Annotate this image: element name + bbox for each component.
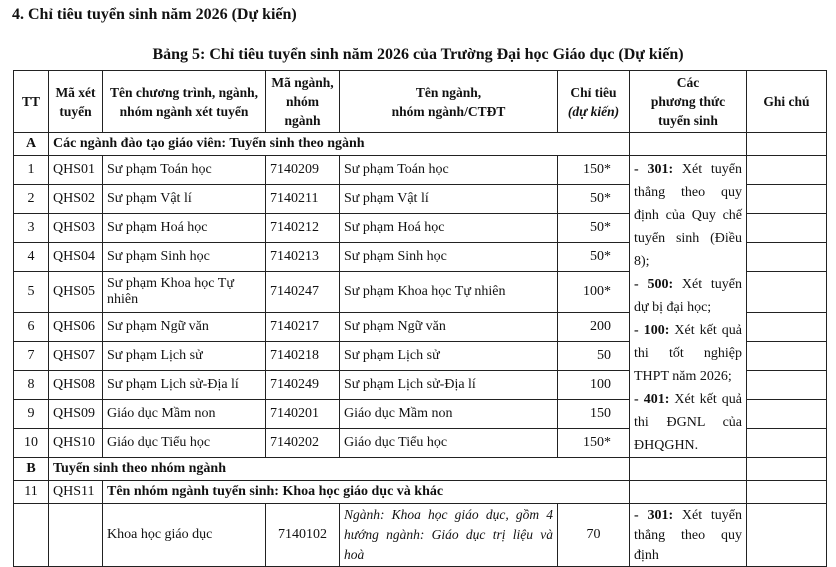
header-ma-nganh: Mã ngành, nhóm ngành [266,71,340,133]
table-title: Bảng 5: Chỉ tiêu tuyển sinh năm 2026 của Trường Đại học Giáo dục (Dự kiến) [152,46,684,63]
row-quota: 50* [558,184,630,213]
row-quota: 200 [558,313,630,342]
row-major: Sư phạm Lịch sử [340,342,558,371]
row-code: QHS04 [49,242,103,271]
row-code: QHS02 [49,184,103,213]
row-major: Sư phạm Toán học [340,156,558,185]
row-code: QHS06 [49,313,103,342]
row-major-code: 7140218 [266,342,340,371]
row-major-code: 7140209 [266,156,340,185]
row-code: QHS08 [49,371,103,400]
row-program: Giáo dục Tiểu học [103,429,266,458]
methods-cell-a: - 301: Xét tuyển thẳng theo quy định của Quy chế tuyển sinh (Điều 8); - 500: Xét tuyển dự bị đại học; - 100: Xét kết quả thi tốt nghiệp THPT năm 2026; - 401: Xét kết quả thi ĐGNL của ĐHQGHN. [630,156,747,458]
section-b-title: Tuyển sinh theo nhóm ngành [49,458,630,481]
row-code: QHS09 [49,400,103,429]
row-tt: 9 [14,400,49,429]
row-note [747,184,827,213]
row-tt: 2 [14,184,49,213]
row-major-code: 7140201 [266,400,340,429]
section-a-title: Các ngành đào tạo giáo viên: Tuyển sinh theo ngành [49,133,630,156]
row-major-code: 7140202 [266,429,340,458]
row-quota: 100* [558,271,630,313]
row-program: Sư phạm Hoá học [103,213,266,242]
group-code: QHS11 [49,481,103,504]
row-program: Sư phạm Toán học [103,156,266,185]
row-quota: 100 [558,371,630,400]
section-b-empty-note [747,458,827,481]
row-tt: 5 [14,271,49,313]
row-program: Sư phạm Lịch sử [103,342,266,371]
row-code: QHS01 [49,156,103,185]
section-b-empty-method [630,458,747,481]
row-note [747,313,827,342]
group-tt: 11 [14,481,49,504]
row-major-code: 7140247 [266,271,340,313]
row-program: Sư phạm Sinh học [103,242,266,271]
row-program: Sư phạm Vật lí [103,184,266,213]
row-major-code: 7140213 [266,242,340,271]
row-quota: 150* [558,429,630,458]
row-major: Sư phạm Ngữ văn [340,313,558,342]
last-row-major-code: 7140102 [266,504,340,567]
row-major: Sư phạm Hoá học [340,213,558,242]
row-major-code: 7140211 [266,184,340,213]
section-a-empty-method [630,133,747,156]
row-note [747,342,827,371]
last-row-note [747,504,827,567]
row-program: Sư phạm Khoa học Tự nhiên [103,271,266,313]
row-note [747,400,827,429]
row-quota: 50 [558,342,630,371]
section-a-row [14,133,827,156]
row-note [747,429,827,458]
table-row [14,504,827,567]
row-quota: 150* [558,156,630,185]
row-major-code: 7140217 [266,313,340,342]
row-program: Giáo dục Mầm non [103,400,266,429]
row-note [747,213,827,242]
row-code: QHS05 [49,271,103,313]
row-tt: 8 [14,371,49,400]
table-row [14,156,827,185]
last-row-major: Ngành: Khoa học giáo dục, gồm 4 hướng ngành: Giáo dục trị liệu và hoà [340,504,558,567]
last-row-method: - 301: Xét tuyển thẳng theo quy định [630,504,747,567]
row-code: QHS10 [49,429,103,458]
row-major: Sư phạm Vật lí [340,184,558,213]
last-row-code [49,504,103,567]
group-empty-method [630,481,747,504]
row-note [747,271,827,313]
row-tt: 10 [14,429,49,458]
header-phuong-thuc: Các phương thức tuyển sinh [630,71,747,133]
section-b-label: B [14,458,49,481]
row-major: Sư phạm Khoa học Tự nhiên [340,271,558,313]
header-ma-xet-tuyen: Mã xét tuyển [49,71,103,133]
group-title: Tên nhóm ngành tuyển sinh: Khoa học giáo dục và khác [103,481,630,504]
row-tt: 7 [14,342,49,371]
row-code: QHS03 [49,213,103,242]
row-quota: 150 [558,400,630,429]
admission-quota-table [13,70,827,567]
row-program: Sư phạm Ngữ văn [103,313,266,342]
last-row-quota: 70 [558,504,630,567]
row-note [747,156,827,185]
row-major-code: 7140212 [266,213,340,242]
section-b-row [14,458,827,481]
header-ten-chuong-trinh: Tên chương trình, ngành, nhóm ngành xét tuyển [103,71,266,133]
header-chi-tieu: Chỉ tiêu (dự kiến) [558,71,630,133]
header-ghi-chu: Ghi chú [747,71,827,133]
row-code: QHS07 [49,342,103,371]
last-row-program: Khoa học giáo dục [103,504,266,567]
group-empty-note [747,481,827,504]
section-a-label: A [14,133,49,156]
row-tt: 3 [14,213,49,242]
header-ten-nganh: Tên ngành, nhóm ngành/CTĐT [340,71,558,133]
row-major: Sư phạm Sinh học [340,242,558,271]
row-program: Sư phạm Lịch sử-Địa lí [103,371,266,400]
section-heading: 4. Chỉ tiêu tuyển sinh năm 2026 (Dự kiến) [12,6,297,23]
header-tt: TT [14,71,49,133]
section-a-empty-note [747,133,827,156]
row-major-code: 7140249 [266,371,340,400]
row-note [747,242,827,271]
row-tt: 4 [14,242,49,271]
row-quota: 50* [558,242,630,271]
row-quota: 50* [558,213,630,242]
row-major: Sư phạm Lịch sử-Địa lí [340,371,558,400]
row-major: Giáo dục Mầm non [340,400,558,429]
row-note [747,371,827,400]
table-header-row [14,71,827,133]
row-tt: 1 [14,156,49,185]
row-tt: 6 [14,313,49,342]
last-row-tt [14,504,49,567]
group-row [14,481,827,504]
row-major: Giáo dục Tiểu học [340,429,558,458]
